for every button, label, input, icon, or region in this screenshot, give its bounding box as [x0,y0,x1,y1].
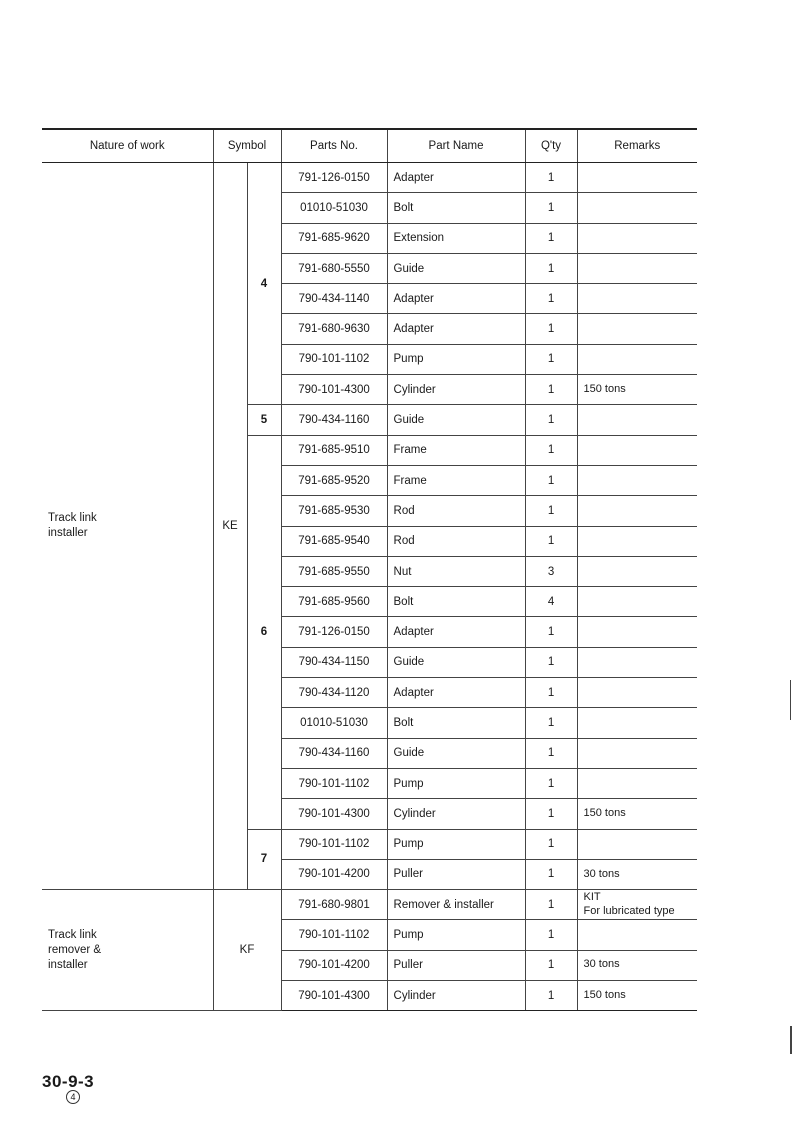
symbol-cell: KF [213,890,281,1011]
qty-cell: 1 [525,526,577,556]
parts-no-cell: 791-685-9620 [281,223,387,253]
remarks-cell: 30 tons [577,859,697,889]
qty-cell: 4 [525,587,577,617]
qty-cell: 1 [525,405,577,435]
qty-cell: 1 [525,375,577,405]
parts-no-cell: 790-434-1160 [281,405,387,435]
nature-line: installer [48,527,88,540]
parts-no-cell: 790-101-1102 [281,344,387,374]
part-name-cell: Adapter [387,314,525,344]
qty-cell: 1 [525,647,577,677]
table-header-row [42,129,697,163]
remarks-cell [577,253,697,283]
remarks-cell [577,314,697,344]
parts-no-cell: 01010-51030 [281,193,387,223]
qty-cell: 1 [525,981,577,1011]
symbol-cell: KE [213,163,247,890]
remarks-cell [577,435,697,465]
revision-mark: 4 [66,1090,80,1104]
header-qty: Q'ty [525,129,577,163]
part-name-cell: Guide [387,405,525,435]
nature-line: Track link [48,512,97,525]
part-name-cell: Cylinder [387,799,525,829]
qty-cell: 1 [525,253,577,283]
qty-cell: 1 [525,496,577,526]
part-name-cell: Guide [387,738,525,768]
parts-no-cell: 790-101-4200 [281,950,387,980]
scan-mark [790,680,791,720]
header-part-name: Part Name [387,129,525,163]
remarks-cell [577,768,697,798]
parts-no-cell: 790-101-1102 [281,829,387,859]
qty-cell: 1 [525,829,577,859]
parts-no-cell: 791-126-0150 [281,163,387,193]
qty-cell: 1 [525,738,577,768]
remarks-cell [577,526,697,556]
qty-cell: 1 [525,284,577,314]
parts-no-cell: 790-434-1140 [281,284,387,314]
nature-line: Track link [48,928,97,941]
header-symbol: Symbol [213,129,281,163]
parts-no-cell: 791-126-0150 [281,617,387,647]
table-row [42,890,697,920]
part-name-cell: Nut [387,556,525,586]
parts-no-cell: 791-685-9530 [281,496,387,526]
remarks-cell [577,223,697,253]
nature-of-work-cell [42,890,213,1011]
header-remarks: Remarks [577,129,697,163]
part-name-cell: Adapter [387,617,525,647]
part-name-cell: Pump [387,829,525,859]
special-tools-table [42,128,697,1011]
part-name-cell: Rod [387,496,525,526]
remarks-cell [577,496,697,526]
remarks-cell [577,405,697,435]
part-name-cell: Pump [387,920,525,950]
parts-no-cell: 791-685-9510 [281,435,387,465]
header-parts-no: Parts No. [281,129,387,163]
table-row [42,163,697,193]
remarks-cell [577,163,697,193]
remarks-line: For lubricated type [583,904,675,917]
sub-symbol-cell: 5 [247,405,281,435]
nature-of-work-cell [42,163,213,890]
qty-cell: 1 [525,708,577,738]
nature-line: remover & [48,943,102,956]
qty-cell: 1 [525,678,577,708]
remarks-cell [577,344,697,374]
parts-no-cell: 790-101-1102 [281,768,387,798]
qty-cell: 1 [525,465,577,495]
parts-no-cell: 791-680-9630 [281,314,387,344]
qty-cell: 1 [525,344,577,374]
parts-no-cell: 790-434-1120 [281,678,387,708]
part-name-cell: Adapter [387,163,525,193]
part-name-cell: Bolt [387,587,525,617]
remarks-cell [577,647,697,677]
parts-no-cell: 791-680-9801 [281,890,387,920]
part-name-cell: Pump [387,344,525,374]
part-name-cell: Cylinder [387,375,525,405]
qty-cell: 1 [525,920,577,950]
part-name-cell: Cylinder [387,981,525,1011]
qty-cell: 1 [525,799,577,829]
parts-no-cell: 790-101-4300 [281,799,387,829]
parts-no-cell: 790-101-4300 [281,375,387,405]
sub-symbol-cell: 4 [247,163,281,405]
part-name-cell: Guide [387,253,525,283]
sub-symbol-cell: 7 [247,829,281,890]
part-name-cell: Extension [387,223,525,253]
remarks-cell: 150 tons [577,375,697,405]
scan-mark [790,1026,792,1054]
part-name-cell: Pump [387,768,525,798]
parts-no-cell: 791-685-9560 [281,587,387,617]
qty-cell: 1 [525,890,577,920]
remarks-cell [577,284,697,314]
part-name-cell: Adapter [387,284,525,314]
qty-cell: 1 [525,859,577,889]
part-name-cell: Adapter [387,678,525,708]
remarks-cell [577,829,697,859]
remarks-cell [577,738,697,768]
parts-no-cell: 790-434-1150 [281,647,387,677]
remarks-cell: 30 tons [577,950,697,980]
parts-no-cell: 791-685-9540 [281,526,387,556]
remarks-cell [577,587,697,617]
remarks-cell [577,556,697,586]
remarks-cell [577,465,697,495]
part-name-cell: Frame [387,435,525,465]
parts-no-cell: 790-101-4200 [281,859,387,889]
qty-cell: 1 [525,768,577,798]
qty-cell: 1 [525,950,577,980]
qty-cell: 1 [525,223,577,253]
parts-no-cell: 790-434-1160 [281,738,387,768]
remarks-cell [577,617,697,647]
part-name-cell: Puller [387,950,525,980]
qty-cell: 1 [525,617,577,647]
parts-no-cell: 791-685-9520 [281,465,387,495]
part-name-cell: Frame [387,465,525,495]
header-nature-of-work: Nature of work [42,129,213,163]
table-body [42,163,697,1011]
page-number: 30-9-3 [42,1072,95,1091]
nature-line: installer [48,958,88,971]
remarks-cell [577,678,697,708]
part-name-cell: Puller [387,859,525,889]
part-name-cell: Bolt [387,193,525,223]
parts-no-cell: 790-101-1102 [281,920,387,950]
parts-no-cell: 01010-51030 [281,708,387,738]
remarks-cell [577,193,697,223]
remarks-line: KIT [583,891,601,904]
remarks-cell: 150 tons [577,981,697,1011]
qty-cell: 1 [525,435,577,465]
qty-cell: 1 [525,314,577,344]
remarks-cell [577,890,697,920]
qty-cell: 1 [525,163,577,193]
parts-no-cell: 790-101-4300 [281,981,387,1011]
part-name-cell: Remover & installer [387,890,525,920]
sub-symbol-cell: 6 [247,435,281,829]
part-name-cell: Guide [387,647,525,677]
parts-no-cell: 791-680-5550 [281,253,387,283]
parts-no-cell: 791-685-9550 [281,556,387,586]
part-name-cell: Rod [387,526,525,556]
remarks-cell [577,920,697,950]
qty-cell: 3 [525,556,577,586]
remarks-cell [577,708,697,738]
remarks-cell: 150 tons [577,799,697,829]
qty-cell: 1 [525,193,577,223]
part-name-cell: Bolt [387,708,525,738]
